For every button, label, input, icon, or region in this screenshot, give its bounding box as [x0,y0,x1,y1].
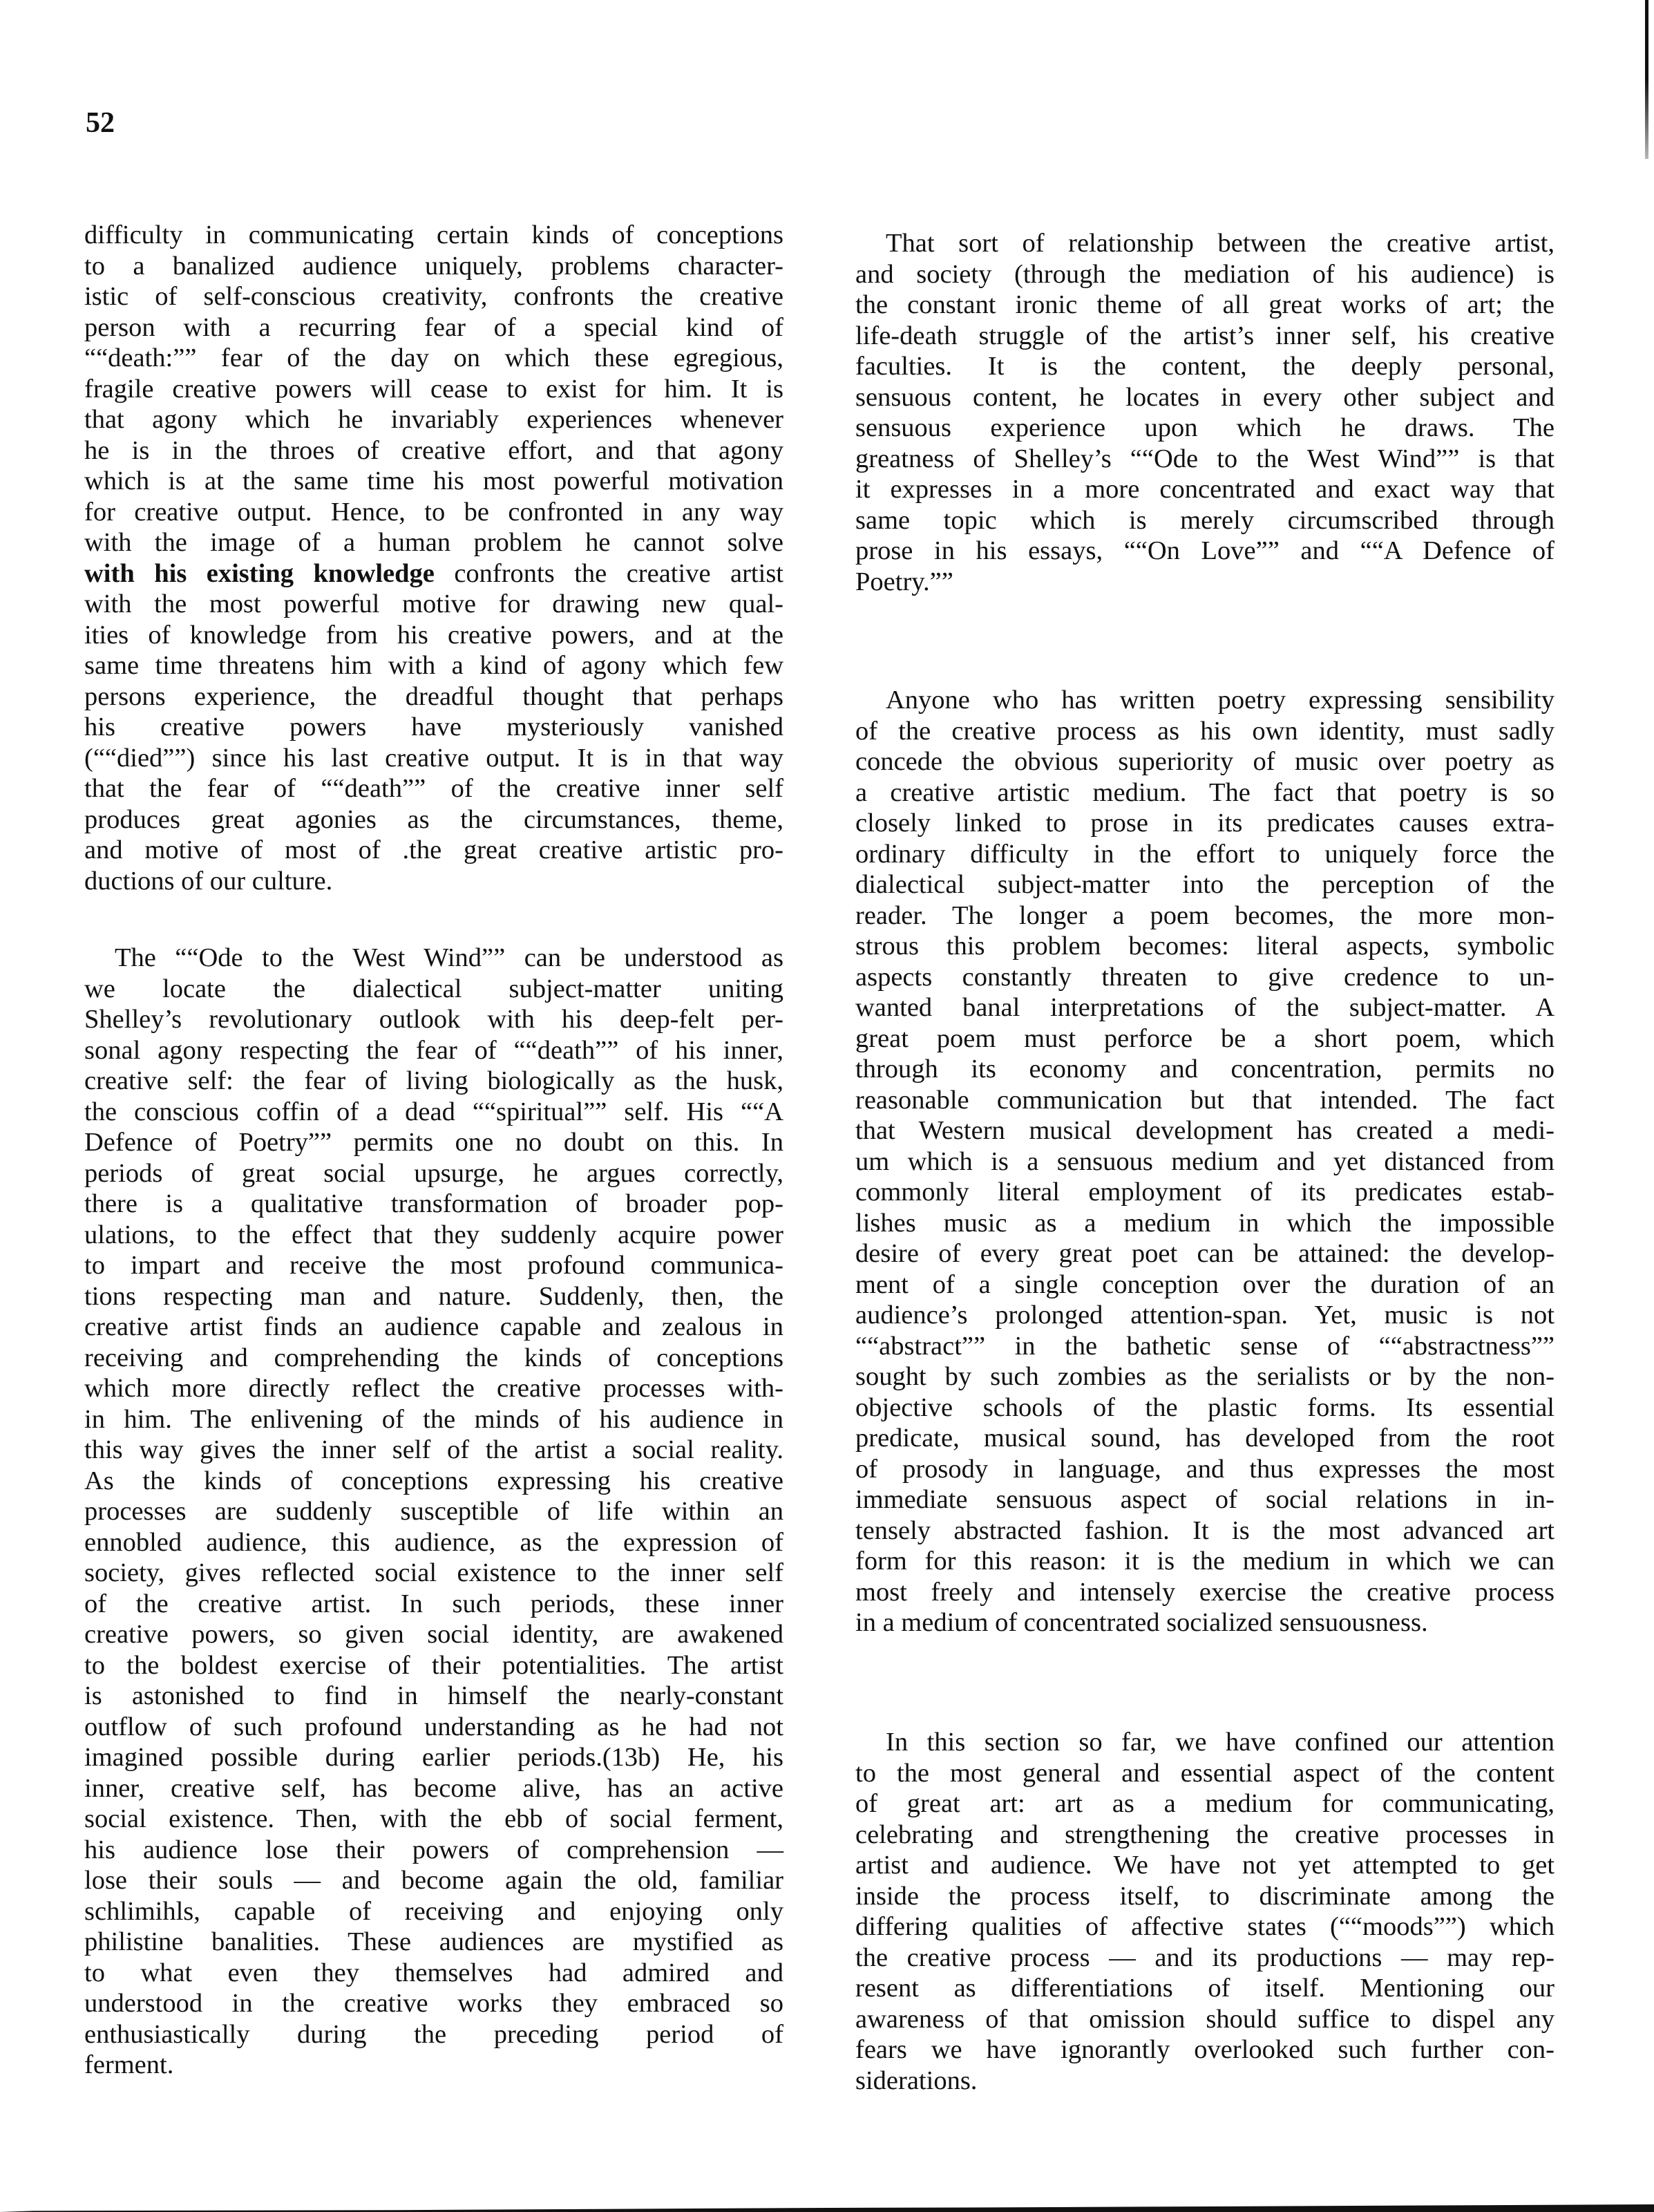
text-line: Poetry.”” [855,567,953,596]
text-line: his creative powers have mysteriously vanished [84,712,783,741]
text-line: closely linked to prose in its predicates causes extra- [855,809,1555,838]
text-line: In this section so far, we have confined our attention [886,1728,1555,1757]
text-line: we locate the dialectical subject-matter uniting [84,974,783,1003]
text-line: that the fear of ““death”” of the creative inner self [84,774,783,803]
text-line: same time threatens him with a kind of agony which few [84,651,783,680]
text-line: schlimihls, capable of receiving and enjoying only [84,1896,783,1926]
page-number: 52 [86,107,115,139]
text-line: enthusiastically during the preceding period of [84,2019,783,2049]
text-line: understood in the creative works they embraced so [84,1989,783,2018]
text-line: lishes music as a medium in which the impossible [855,1208,1555,1238]
text-line: persons experience, the dreadful thought that perhaps [84,681,783,711]
text-line: artist and audience. We have not yet attempted to get [855,1851,1555,1880]
text-line: periods of great social upsurge, he argues correctly, [84,1158,783,1188]
text-line: of the creative artist. In such periods, these inner [84,1589,783,1618]
text-line: processes are suddenly susceptible of life within an [84,1497,783,1526]
paragraph [84,220,783,896]
text-line: society, gives reflected social existence to the inner self [84,1558,783,1587]
text-line: ennobled audience, this audience, as the expression of [84,1527,783,1557]
text-line: That sort of relationship between the creative artist, [886,229,1555,258]
text-line: prose in his essays, ““On Love”” and ““A Defence of [855,536,1555,565]
text-line: that agony which he invariably experiences whenever [84,405,783,434]
text-line: form for this reason: it is the medium in which we can [855,1547,1555,1576]
text-line: which more directly reflect the creative processes with- [84,1374,783,1403]
text-line: wanted banal interpretations of the subject-matter. A [855,993,1555,1022]
text-line: um which is a sensuous medium and yet distanced from [855,1146,1555,1176]
text-line: to a banalized audience uniquely, problems character- [84,251,783,281]
text-line: the conscious coffin of a dead ““spiritual”” self. His ““A [84,1097,783,1126]
text-line: life-death struggle of the artist’s inner self, his creative [855,321,1555,350]
text-line: and society (through the mediation of his audience) is [855,259,1555,289]
text-line: creative artist finds an audience capable and zealous in [84,1312,783,1341]
text-line: a creative artistic medium. The fact that poetry is so [855,777,1555,807]
text-line: of great art: art as a medium for communicating, [855,1789,1555,1818]
text-line: inside the process itself, to discriminate among the [855,1881,1555,1911]
text-line: strous this problem becomes: literal aspects, symbolic [855,932,1555,961]
text-line: in a medium of concentrated socialized sensuousness. [855,1608,1428,1637]
text-line: awareness of that omission should suffice to dispel any [855,2004,1555,2034]
text-line: and motive of most of .the great creative artistic pro- [84,835,783,864]
text-line: ment of a single conception over the duration of an [855,1269,1555,1299]
text-line: istic of self-conscious creativity, confronts the creative [84,282,783,311]
text-line: which is at the same time his most powerful motivation [84,466,783,495]
paragraph [855,685,1555,1638]
text-line: produces great agonies as the circumstances, theme, [84,804,783,834]
text-line: Anyone who has written poetry expressing sensibility [886,686,1555,715]
text-line: great poem must perforce be a short poem, which [855,1023,1555,1053]
text-line: ferment. [84,2050,174,2079]
text-line: inner, creative self, has become alive, has an active [84,1773,783,1803]
text-line: objective schools of the plastic forms. Its essential [855,1392,1555,1422]
text-line: ordinary difficulty in the effort to uniquely force the [855,839,1555,869]
text-line: social existence. Then, with the ebb of social ferment, [84,1804,783,1833]
text-line: audience’s prolonged attention-span. Yet, music is not [855,1301,1555,1330]
text-line: ““abstract”” in the bathetic sense of ““abstractness”” [855,1331,1555,1361]
text-line: Defence of Poetry”” permits one no doubt on this. In [84,1128,783,1157]
text-line: outflow of such profound understanding as he had not [84,1712,783,1741]
text-line: the constant ironic theme of all great works of art; the [855,290,1555,319]
text-line: imagined possible during earlier periods.(13b) He, his [84,1743,783,1772]
text-line: that Western musical development has created a medi- [855,1116,1555,1145]
text-line: to impart and receive the most profound communica- [84,1251,783,1280]
text-line: creative powers, so given social identity, are awakened [84,1620,783,1649]
text-line: to what even they themselves had admired and [84,1958,783,1987]
text-line: immediate sensuous aspect of social relations in in- [855,1485,1555,1514]
text-line: with the image of a human problem he cannot solve [84,528,783,557]
text-line: faculties. It is the content, the deeply personal, [855,352,1555,381]
text-line: (““died””) since his last creative output. It is in that way [84,743,783,773]
text-line: sonal agony respecting the fear of ““death”” of his inner, [84,1035,783,1065]
text-line: person with a recurring fear of a special kind of [84,312,783,342]
text-line: resent as differentiations of itself. Mentioning our [855,1974,1555,2003]
text-line: aspects constantly threaten to give credence to un- [855,962,1555,992]
text-line: same topic which is merely circumscribed through [855,505,1555,535]
text-line: of the creative process as his own identity, must sadly [855,716,1555,746]
text-line: with the most powerful motive for drawing new qual- [84,589,783,618]
text-line: siderations. [855,2066,978,2095]
text-line: to the most general and essential aspect of the content [855,1758,1555,1788]
text-line: this way gives the inner self of the artist a social reality. [84,1435,783,1464]
text-line: greatness of Shelley’s ““Ode to the West Wind”” is that [855,444,1555,473]
text-line: for creative output. Hence, to be confronted in any way [84,497,783,527]
text-line: Shelley’s revolutionary outlook with his deep-felt per- [84,1005,783,1034]
text-line: creative self: the fear of living biologically as the husk, [84,1066,783,1095]
paragraph [84,943,783,2081]
text-line: sensuous experience upon which he draws. The [855,413,1555,442]
text-line: celebrating and strengthening the creative processes in [855,1819,1555,1849]
scan-shadow-band [0,2204,1654,2212]
text-line: the creative process — and its productions — may rep- [855,1942,1555,1972]
text-line: tensely abstracted fashion. It is the most advanced art [855,1515,1555,1545]
text-line: concede the obvious superiority of music over poetry as [855,747,1555,776]
scan-edge-right [1645,0,1648,159]
text-line: his audience lose their powers of comprehension — [84,1835,783,1864]
text-line: commonly literal employment of its predicates estab- [855,1178,1555,1207]
text-line: of prosody in language, and thus expresses the most [855,1454,1555,1484]
text-line: philistine banalities. These audiences are mystified as [84,1927,783,1956]
text-line: desire of every great poet can be attained: the develop- [855,1239,1555,1268]
text-line: difficulty in communicating certain kinds of conceptions [84,220,783,249]
text-line: ““death:”” fear of the day on which these egregious, [84,343,783,372]
bold-emphasis: with his existing knowledge [84,558,435,588]
text-line: is astonished to find in himself the nearly-constant [84,1681,783,1710]
text-line: ductions of our culture. [84,866,333,896]
text-line: with his existing knowledge confronts the creative artist [84,558,783,588]
text-line: sought by such zombies as the serialists or by the non- [855,1362,1555,1391]
text-line: dialectical subject-matter into the perception of the [855,870,1555,899]
text-line: fragile creative powers will cease to exist for him. It is [84,374,783,404]
text-line: there is a qualitative transformation of broader pop- [84,1189,783,1218]
text-line: fears we have ignorantly overlooked such further con- [855,2035,1555,2064]
text-line: tions respecting man and nature. Suddenly, then, the [84,1281,783,1311]
text-line: differing qualities of affective states (““moods””) which [855,1912,1555,1941]
scan-edge-bottom [0,2204,1654,2212]
text-line: through its economy and concentration, permits no [855,1055,1555,1084]
text-line: in him. The enlivening of the minds of his audience in [84,1404,783,1434]
text-line: sensuous content, he locates in every other subject and [855,382,1555,412]
text-line: ulations, to the effect that they suddenly acquire power [84,1220,783,1249]
text-line: lose their souls — and become again the old, familiar [84,1866,783,1895]
text-line: reader. The longer a poem becomes, the more mon- [855,900,1555,930]
text-line: predicate, musical sound, has developed from the root [855,1424,1555,1453]
text-line: it expresses in a more concentrated and exact way that [855,475,1555,504]
text-line: As the kinds of conceptions expressing his creative [84,1466,783,1495]
text-line: to the boldest exercise of their potentialities. The artist [84,1650,783,1680]
text-line: most freely and intensely exercise the creative process [855,1577,1555,1607]
text-line: The ““Ode to the West Wind”” can be understood as [115,943,783,972]
paragraph [855,228,1555,597]
text-line: ities of knowledge from his creative powers, and at the [84,620,783,650]
text-line: receiving and comprehending the kinds of conceptions [84,1343,783,1372]
text-line: reasonable communication but that intended. The fact [855,1085,1555,1115]
text-line: he is in the throes of creative effort, and that agony [84,435,783,465]
paragraph [855,1727,1555,2096]
